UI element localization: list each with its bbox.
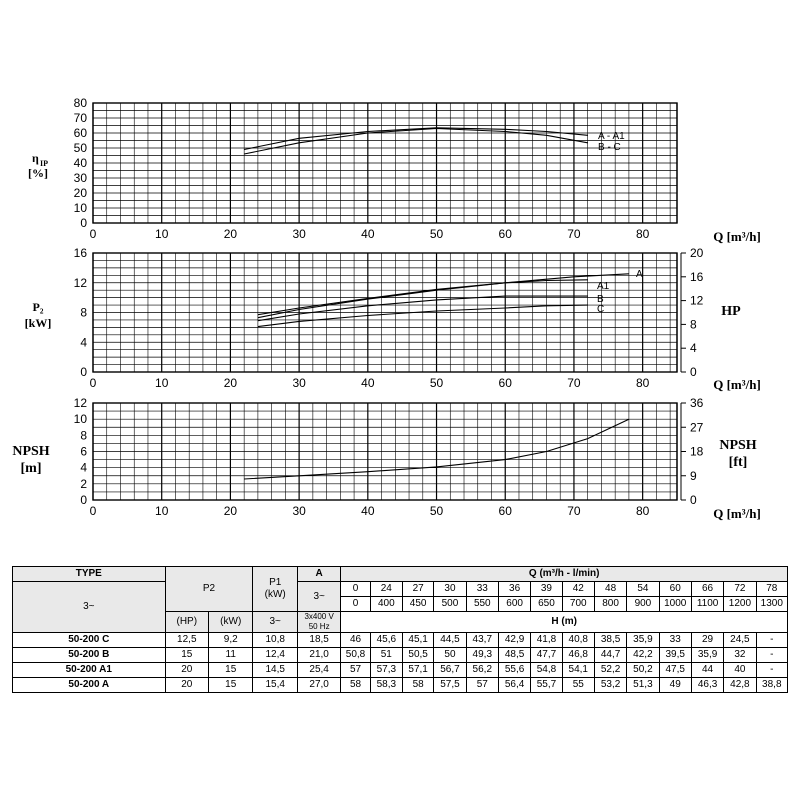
p1-header bbox=[253, 567, 297, 612]
y-axis-label-power: P₂ bbox=[32, 300, 44, 314]
type-cell: 50-200 A1 bbox=[13, 663, 166, 678]
y-tick-label: 4 bbox=[80, 460, 87, 475]
y-axis-label-efficiency-sub: IP bbox=[40, 159, 48, 168]
table-row bbox=[13, 567, 788, 582]
h-cell: 57 bbox=[341, 663, 370, 678]
kw-cell: 9,2 bbox=[209, 633, 253, 648]
h-cell: 45,1 bbox=[402, 633, 433, 648]
y-tick-label: 40 bbox=[73, 156, 87, 170]
p1-phase: 3~ bbox=[253, 612, 297, 633]
h-header: H (m) bbox=[341, 612, 788, 633]
y-axis-label-efficiency-unit: [%] bbox=[28, 166, 48, 180]
q-header: Q (m³/h - l/min) bbox=[341, 567, 788, 582]
h-cell: 39,5 bbox=[659, 648, 691, 663]
frequency-label: 50 Hz bbox=[308, 622, 330, 631]
h-cell: 44,7 bbox=[594, 648, 626, 663]
h-cell: 55 bbox=[562, 678, 594, 693]
right-tick-label: 9 bbox=[690, 468, 697, 483]
y-tick-label: 10 bbox=[73, 201, 87, 215]
x-tick-label: 60 bbox=[498, 227, 512, 241]
h-cell: 56,7 bbox=[434, 663, 466, 678]
x-tick-label: 30 bbox=[292, 376, 306, 390]
q-m3h-cell: 54 bbox=[627, 582, 659, 597]
x-tick-label: 50 bbox=[429, 227, 444, 241]
series-line-b-c bbox=[244, 129, 588, 155]
q-m3h-cell: 36 bbox=[498, 582, 530, 597]
series-label: A1 bbox=[597, 281, 610, 292]
x-axis-label: Q [m³/h] bbox=[713, 377, 761, 392]
x-tick-label: 60 bbox=[498, 504, 512, 518]
h-cell: 40 bbox=[724, 663, 756, 678]
q-m3h-cell: 24 bbox=[370, 582, 402, 597]
q-lmin-cell: 650 bbox=[531, 597, 562, 612]
x-tick-label: 80 bbox=[635, 227, 650, 241]
h-cell: 51,3 bbox=[627, 678, 659, 693]
type-cell: 50-200 A bbox=[13, 678, 166, 693]
a-phase: 3~ bbox=[297, 582, 340, 612]
y-tick-label: 0 bbox=[80, 216, 87, 230]
h-cell: 52,2 bbox=[594, 663, 626, 678]
q-lmin-cell: 450 bbox=[402, 597, 433, 612]
y-tick-label: 80 bbox=[73, 96, 87, 110]
y-tick-label: 8 bbox=[80, 428, 87, 443]
h-cell: 32 bbox=[724, 648, 756, 663]
h-cell: 38,5 bbox=[594, 633, 626, 648]
x-tick-label: 30 bbox=[292, 227, 306, 241]
x-tick-label: 20 bbox=[223, 504, 238, 518]
y-tick-label: 8 bbox=[80, 305, 87, 320]
q-lmin-cell: 400 bbox=[370, 597, 402, 612]
q-m3h-cell: 78 bbox=[756, 582, 787, 597]
hp-cell: 20 bbox=[165, 663, 208, 678]
x-axis-label: Q [m³/h] bbox=[713, 229, 761, 244]
p1-unit: (kW) bbox=[264, 589, 286, 600]
right-tick-label: 16 bbox=[690, 269, 704, 284]
q-lmin-cell: 0 bbox=[341, 597, 370, 612]
h-cell: 54,8 bbox=[531, 663, 562, 678]
h-cell: 51 bbox=[370, 648, 402, 663]
y-tick-label: 70 bbox=[73, 111, 87, 125]
p1-cell: 14,5 bbox=[253, 663, 297, 678]
right-tick-label: 0 bbox=[690, 493, 697, 507]
y-tick-label: 60 bbox=[73, 126, 87, 140]
h-cell: 46,3 bbox=[691, 678, 723, 693]
a-header: A bbox=[297, 567, 340, 582]
y-axis-label-efficiency: η bbox=[32, 151, 39, 165]
h-cell: 58 bbox=[402, 678, 433, 693]
p1-cell: 10,8 bbox=[253, 633, 297, 648]
y-tick-label: 10 bbox=[73, 412, 87, 427]
p2-hp-unit: (HP) bbox=[165, 612, 208, 633]
p2-kw-unit: (kW) bbox=[209, 612, 253, 633]
h-cell: - bbox=[756, 633, 787, 648]
h-cell: 46 bbox=[341, 633, 370, 648]
q-m3h-cell: 66 bbox=[691, 582, 723, 597]
q-m3h-cell: 0 bbox=[341, 582, 370, 597]
right-axis-label-npsh-unit: [ft] bbox=[728, 455, 748, 470]
series-label: B bbox=[597, 294, 604, 305]
q-m3h-cell: 42 bbox=[562, 582, 594, 597]
h-cell: 46,8 bbox=[562, 648, 594, 663]
q-m3h-cell: 33 bbox=[466, 582, 498, 597]
y-tick-label: 12 bbox=[73, 396, 87, 410]
q-lmin-cell: 900 bbox=[627, 597, 659, 612]
h-cell: 56,4 bbox=[498, 678, 530, 693]
h-cell: 24,5 bbox=[724, 633, 756, 648]
pump-spec-table bbox=[12, 566, 788, 693]
y-tick-label: 0 bbox=[80, 365, 87, 379]
right-tick-label: 20 bbox=[690, 246, 704, 260]
x-tick-label: 70 bbox=[567, 227, 581, 241]
right-tick-label: 4 bbox=[690, 341, 697, 356]
h-cell: 50,2 bbox=[627, 663, 659, 678]
right-axis-label-power: HP bbox=[721, 304, 741, 319]
p2-header: P2 bbox=[165, 567, 253, 612]
h-cell: 55,7 bbox=[531, 678, 562, 693]
table-row bbox=[13, 648, 788, 663]
h-cell: 41,8 bbox=[531, 633, 562, 648]
h-cell: 50 bbox=[434, 648, 466, 663]
y-axis-label-power-unit: [kW] bbox=[24, 316, 52, 330]
right-tick-label: 12 bbox=[690, 293, 704, 308]
p1-cell: 12,4 bbox=[253, 648, 297, 663]
right-tick-label: 36 bbox=[690, 396, 704, 410]
h-cell: 47,5 bbox=[659, 663, 691, 678]
series-label: C bbox=[597, 304, 605, 315]
right-tick-label: 8 bbox=[690, 317, 697, 332]
h-cell: 29 bbox=[691, 633, 723, 648]
q-m3h-cell: 39 bbox=[531, 582, 562, 597]
table-row bbox=[13, 633, 788, 648]
series-label: A bbox=[636, 269, 643, 280]
series-label: A - A1 bbox=[598, 131, 625, 142]
q-lmin-cell: 700 bbox=[562, 597, 594, 612]
x-tick-label: 50 bbox=[429, 504, 444, 518]
h-cell: 44 bbox=[691, 663, 723, 678]
q-lmin-cell: 600 bbox=[498, 597, 530, 612]
a-cell: 18,5 bbox=[297, 633, 340, 648]
a-cell: 27,0 bbox=[297, 678, 340, 693]
table-row bbox=[13, 678, 788, 693]
q-lmin-cell: 1000 bbox=[659, 597, 691, 612]
h-cell: 35,9 bbox=[691, 648, 723, 663]
x-tick-label: 70 bbox=[567, 376, 581, 390]
h-cell: 42,2 bbox=[627, 648, 659, 663]
kw-cell: 15 bbox=[209, 678, 253, 693]
h-cell: 35,9 bbox=[627, 633, 659, 648]
x-tick-label: 40 bbox=[361, 504, 375, 518]
y-tick-label: 30 bbox=[73, 171, 87, 185]
h-cell: - bbox=[756, 663, 787, 678]
y-tick-label: 12 bbox=[73, 275, 87, 290]
y-tick-label: 20 bbox=[73, 186, 87, 200]
h-cell: 57,3 bbox=[370, 663, 402, 678]
x-tick-label: 30 bbox=[292, 504, 306, 518]
h-cell: 57,5 bbox=[434, 678, 466, 693]
h-cell: 57 bbox=[466, 678, 498, 693]
y-tick-label: 6 bbox=[80, 444, 87, 459]
type-cell: 50-200 C bbox=[13, 633, 166, 648]
q-m3h-cell: 60 bbox=[659, 582, 691, 597]
q-lmin-cell: 1200 bbox=[724, 597, 756, 612]
h-cell: 44,5 bbox=[434, 633, 466, 648]
a-cell: 25,4 bbox=[297, 663, 340, 678]
q-m3h-cell: 72 bbox=[724, 582, 756, 597]
type-cell: 50-200 B bbox=[13, 648, 166, 663]
h-cell: 48,5 bbox=[498, 648, 530, 663]
h-cell: 45,6 bbox=[370, 633, 402, 648]
p1-cell: 15,4 bbox=[253, 678, 297, 693]
h-cell: 54,1 bbox=[562, 663, 594, 678]
y-tick-label: 50 bbox=[73, 141, 87, 155]
hp-cell: 15 bbox=[165, 648, 208, 663]
kw-cell: 11 bbox=[209, 648, 253, 663]
h-cell: 47,7 bbox=[531, 648, 562, 663]
hp-cell: 20 bbox=[165, 678, 208, 693]
x-tick-label: 0 bbox=[89, 227, 97, 241]
x-tick-label: 10 bbox=[155, 227, 169, 241]
x-tick-label: 80 bbox=[635, 376, 650, 390]
x-tick-label: 0 bbox=[89, 376, 97, 390]
h-cell: 57,1 bbox=[402, 663, 433, 678]
a-cell: 21,0 bbox=[297, 648, 340, 663]
p1-label: P1 bbox=[269, 577, 282, 588]
h-cell: 42,8 bbox=[724, 678, 756, 693]
x-tick-label: 70 bbox=[567, 504, 581, 518]
y-axis-label-npsh-unit: [m] bbox=[20, 461, 42, 476]
x-axis-label: Q [m³/h] bbox=[713, 506, 761, 521]
series-line-a-a1 bbox=[244, 128, 588, 150]
h-cell: - bbox=[756, 648, 787, 663]
right-tick-label: 27 bbox=[690, 420, 704, 435]
h-cell: 50,8 bbox=[341, 648, 370, 663]
q-m3h-cell: 27 bbox=[402, 582, 433, 597]
y-tick-label: 2 bbox=[80, 476, 87, 491]
right-tick-label: 18 bbox=[690, 444, 704, 459]
h-cell: 42,9 bbox=[498, 633, 530, 648]
h-cell: 33 bbox=[659, 633, 691, 648]
voltage-label: 3x400 V bbox=[304, 612, 334, 621]
a-voltage bbox=[297, 612, 340, 633]
h-cell: 43,7 bbox=[466, 633, 498, 648]
x-tick-label: 10 bbox=[155, 504, 169, 518]
q-m3h-cell: 48 bbox=[594, 582, 626, 597]
kw-cell: 15 bbox=[209, 663, 253, 678]
h-cell: 53,2 bbox=[594, 678, 626, 693]
h-cell: 56,2 bbox=[466, 663, 498, 678]
q-lmin-cell: 800 bbox=[594, 597, 626, 612]
table-row bbox=[13, 582, 788, 597]
x-tick-label: 40 bbox=[361, 227, 375, 241]
y-axis-label-npsh: NPSH bbox=[12, 444, 50, 459]
q-m3h-cell: 30 bbox=[434, 582, 466, 597]
type-header: TYPE bbox=[13, 567, 166, 582]
h-cell: 49 bbox=[659, 678, 691, 693]
x-tick-label: 40 bbox=[361, 376, 375, 390]
right-axis-label-npsh: NPSH bbox=[719, 438, 757, 453]
table-row bbox=[13, 663, 788, 678]
h-cell: 49,3 bbox=[466, 648, 498, 663]
hp-cell: 12,5 bbox=[165, 633, 208, 648]
h-cell: 55,6 bbox=[498, 663, 530, 678]
x-tick-label: 60 bbox=[498, 376, 512, 390]
h-cell: 50,5 bbox=[402, 648, 433, 663]
q-lmin-cell: 1100 bbox=[691, 597, 723, 612]
x-tick-label: 20 bbox=[223, 227, 238, 241]
x-tick-label: 10 bbox=[155, 376, 169, 390]
q-lmin-cell: 500 bbox=[434, 597, 466, 612]
x-tick-label: 0 bbox=[89, 504, 97, 518]
h-cell: 38,8 bbox=[756, 678, 787, 693]
series-label: B - C bbox=[598, 142, 621, 153]
x-tick-label: 80 bbox=[635, 504, 650, 518]
q-lmin-cell: 1300 bbox=[756, 597, 787, 612]
y-tick-label: 16 bbox=[73, 246, 87, 260]
h-cell: 58,3 bbox=[370, 678, 402, 693]
x-tick-label: 50 bbox=[429, 376, 444, 390]
h-cell: 58 bbox=[341, 678, 370, 693]
y-tick-label: 0 bbox=[80, 493, 87, 507]
right-tick-label: 0 bbox=[690, 365, 697, 379]
type-phase: 3~ bbox=[13, 582, 166, 633]
x-tick-label: 20 bbox=[223, 376, 238, 390]
y-tick-label: 4 bbox=[80, 335, 87, 350]
h-cell: 40,8 bbox=[562, 633, 594, 648]
q-lmin-cell: 550 bbox=[466, 597, 498, 612]
